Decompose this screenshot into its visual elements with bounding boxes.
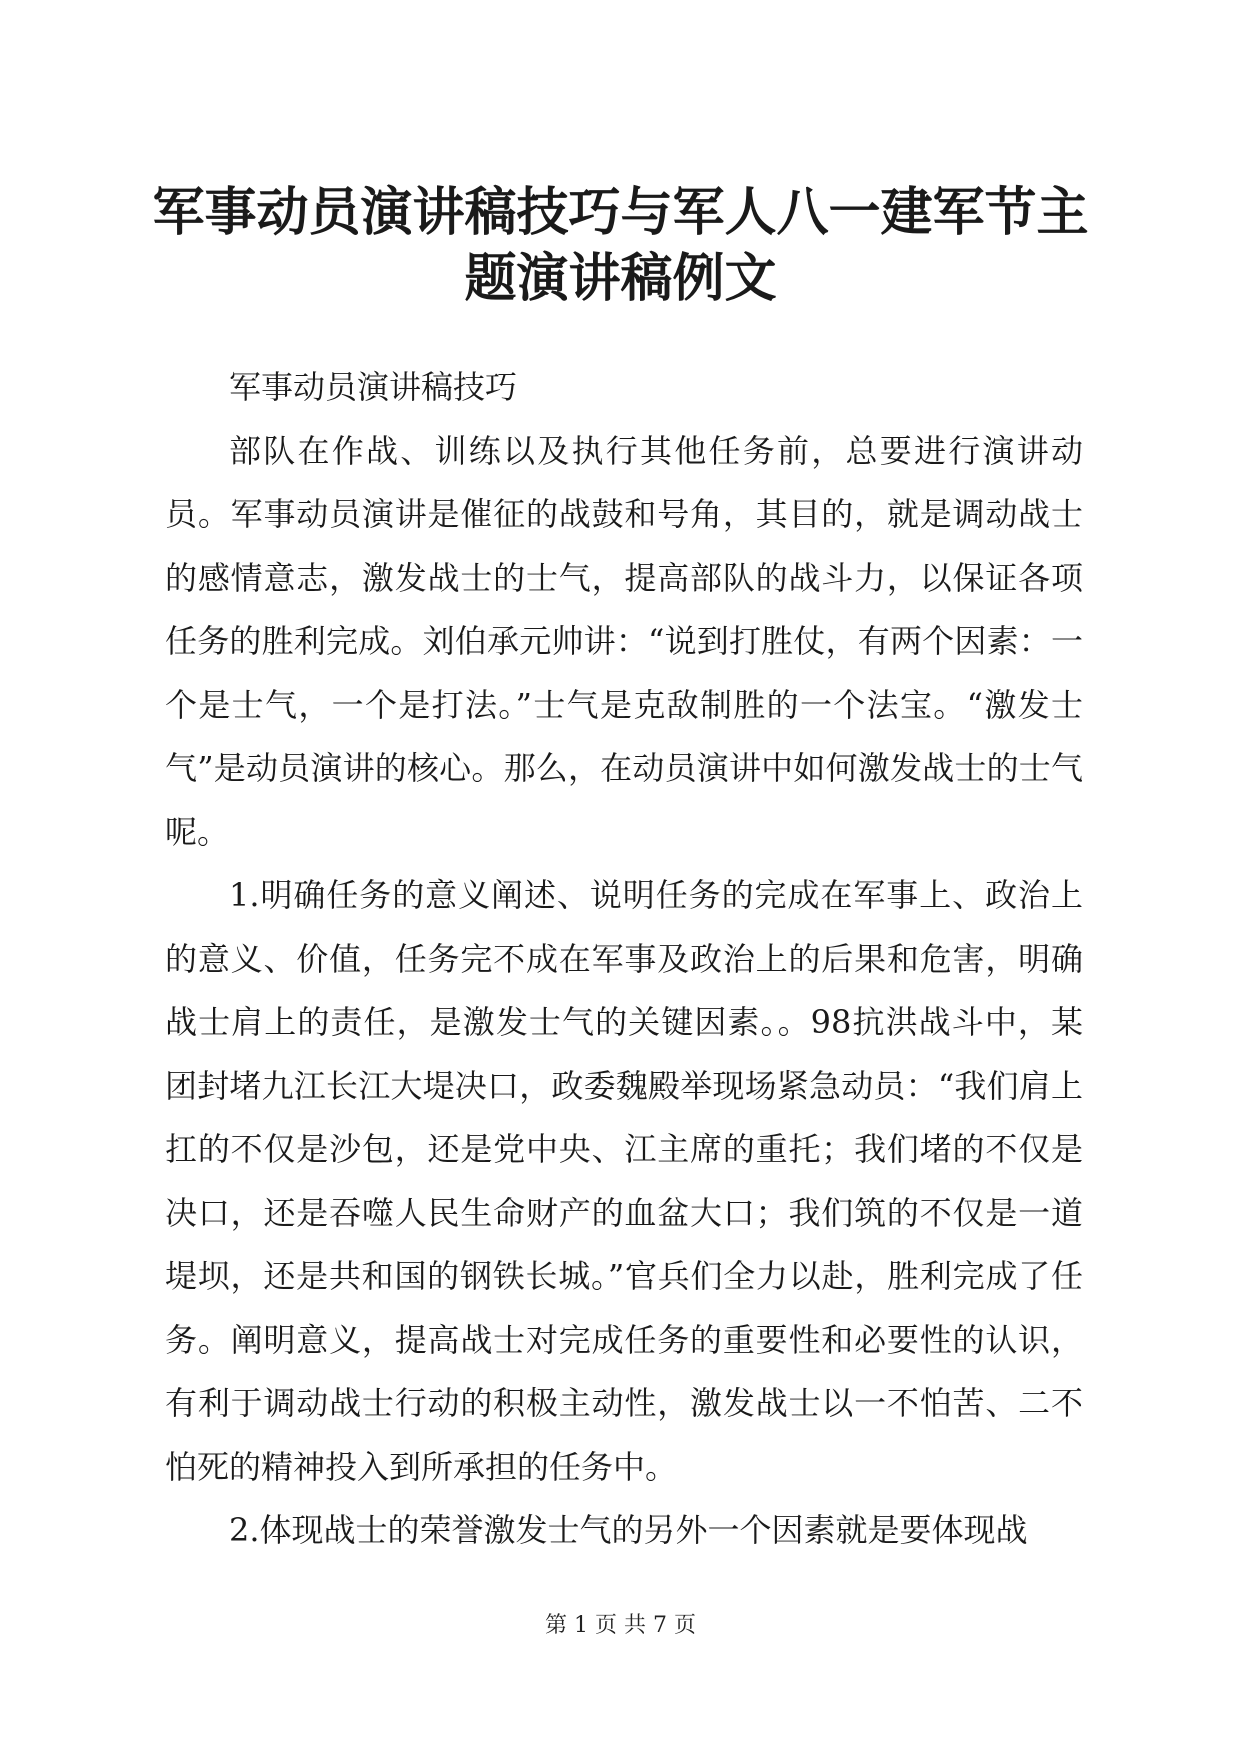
paragraph-intro: 部队在作战、训练以及执行其他任务前，总要进行演讲动员。军事动员演讲是催征的战鼓和号角，其目的，就是调动战士的感情意志，激发战士的士气，提高部队的战斗力，以保证各项任务的胜利完成。刘伯承元帅讲：“说到打胜仗，有两个因素：一个是士气，一个是打法。”士气是克敌制胜的一个法宝。“激发士气”是动员演讲的核心。那么，在动员演讲中如何激发战士的士气呢。 [165,431,1083,851]
document-body [165,356,1083,1563]
paragraph-point-1: 1.明确任务的意义阐述、说明任务的完成在军事上、政治上的意义、价值，任务完不成在军事及政治上的后果和危害，明确战士肩上的责任，是激发士气的关键因素。。98抗洪战斗中，某团封堵九江长江大堤决口，政委魏殿举现场紧急动员：“我们肩上扛的不仅是沙包，还是党中央、江主席的重托；我们堵的不仅是决口，还是吞噬人民生命财产的血盆大口；我们筑的不仅是一道堤坝，还是共和国的钢铁长城。”官兵们全力以赴，胜利完成了任务。阐明意义，提高战士对完成任务的重要性和必要性的认识，有利于调动战士行动的积极主动性，激发战士以一不怕苦、二不怕死的精神投入到所承担的任务中。 [165,876,1083,1486]
section-heading: 军事动员演讲稿技巧 [229,368,518,406]
paragraph-point-2: 2.体现战士的荣誉激发士气的另外一个因素就是要体现战 [229,1511,1028,1549]
document-title: 军事动员演讲稿技巧与军人八一建军节主题演讲稿例文 [152,182,1089,309]
page-footer: 第 1 页 共 7 页 [545,1613,696,1638]
